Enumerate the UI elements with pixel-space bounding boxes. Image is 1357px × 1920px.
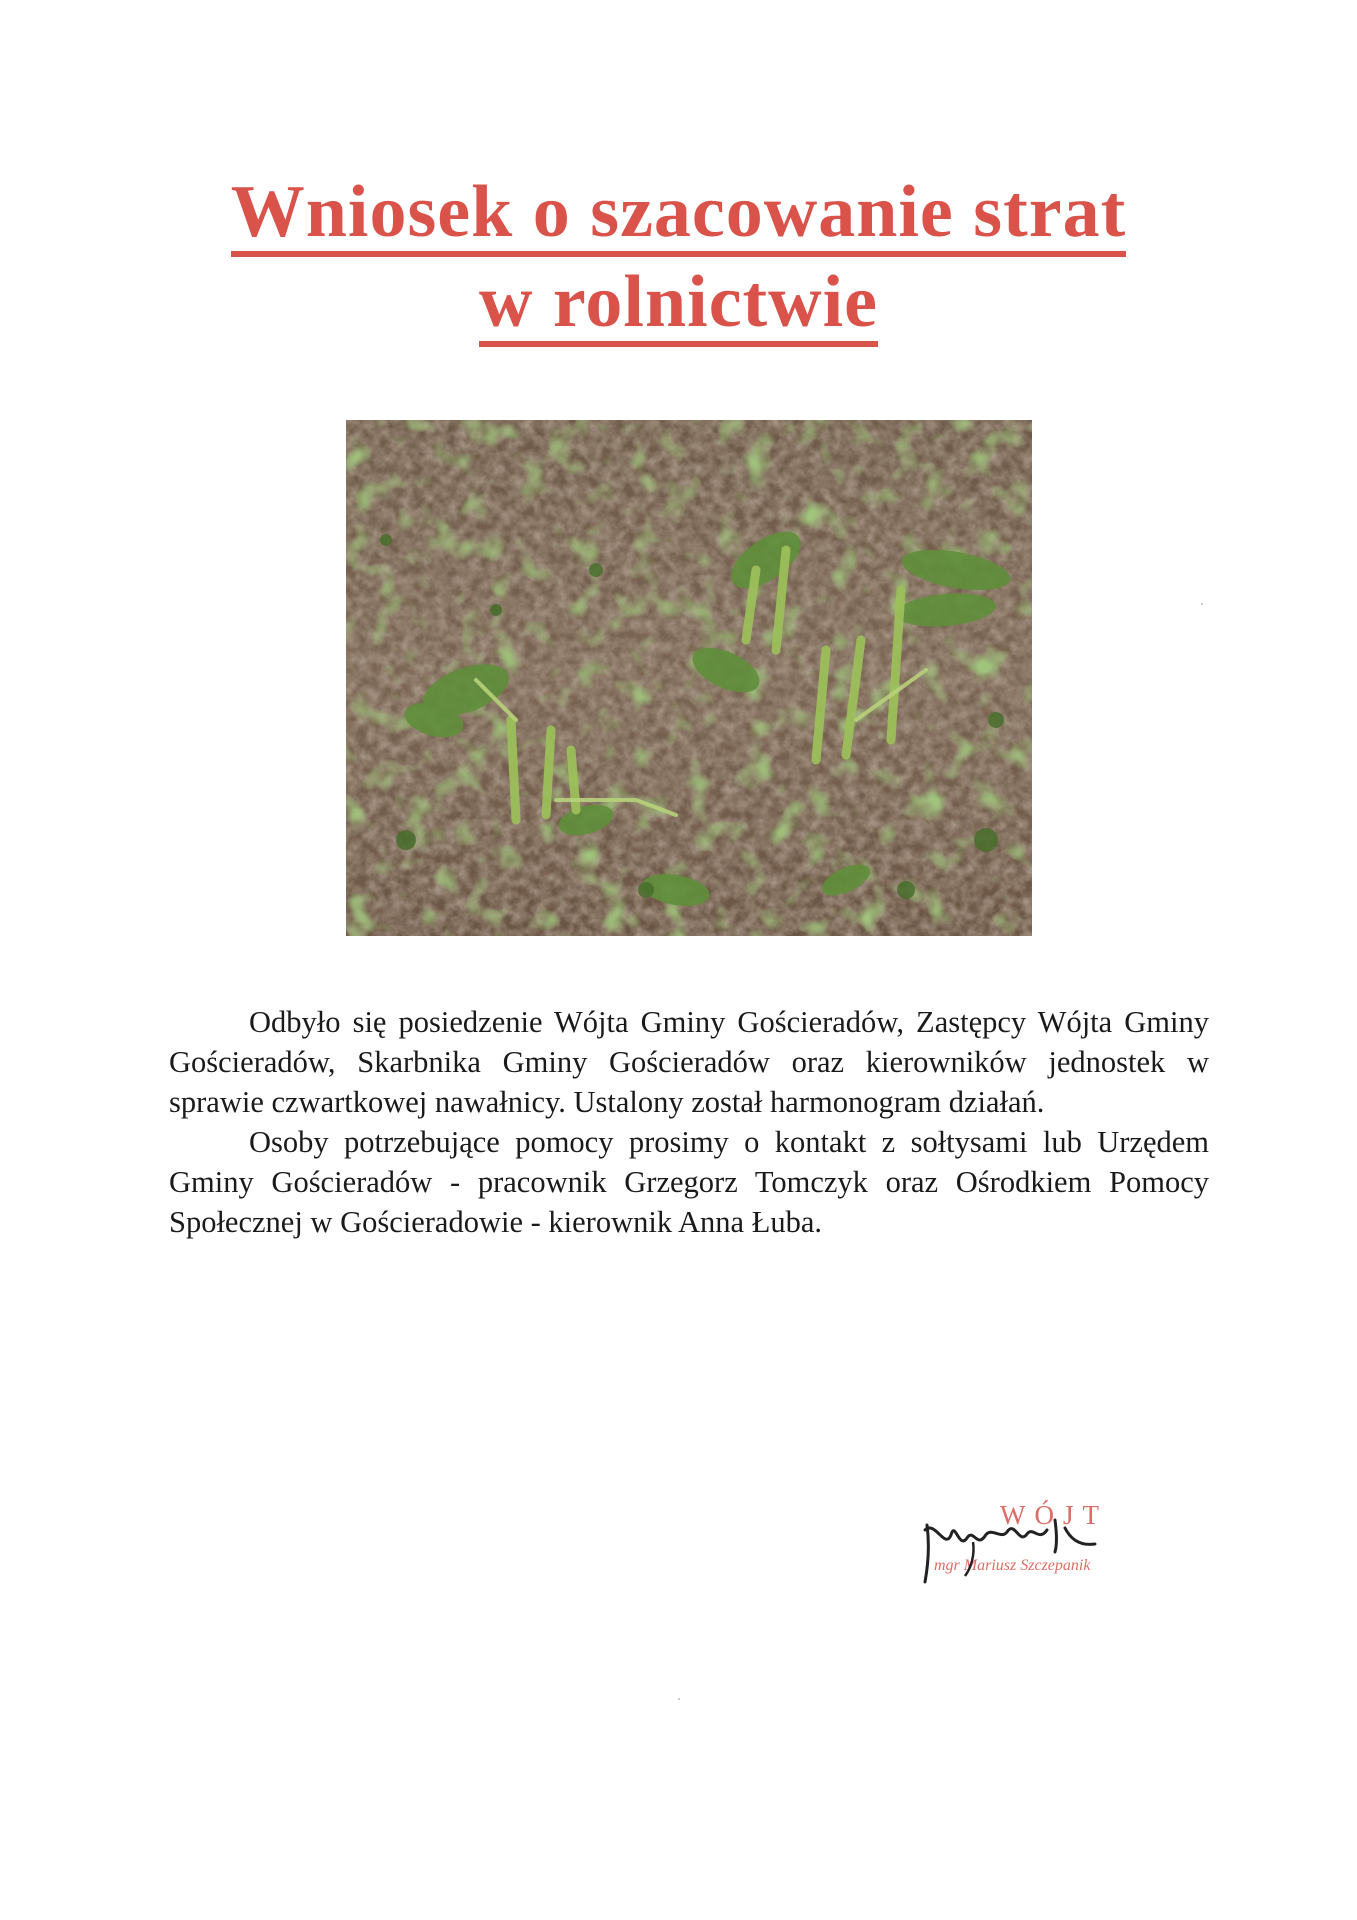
paragraph-1: Odbyło się posiedzenie Wójta Gminy Gościeradów, Zastępcy Wójta Gminy Gościeradów, Skarbnika Gminy Gościeradów oraz kierowników jednostek w sprawie czwartkowej nawałnicy. Ustalony został harmonogram działań. — [169, 1005, 1209, 1119]
handwritten-signature — [915, 1490, 1155, 1590]
damaged-crop-photo — [346, 420, 1032, 936]
scan-speck — [1201, 603, 1203, 605]
stamp-name: mgr Mariusz Szczepanik — [934, 1557, 1091, 1574]
document-title-line-2: w rolnictwie — [0, 265, 1357, 347]
paragraph-2: Osoby potrzebujące pomocy prosimy o kontakt z sołtysami lub Urzędem Gminy Gościeradów - pracownik Grzegorz Tomczyk oraz Ośrodkiem Pomocy Społecznej w Gościeradowie - kierownik Anna Łuba. — [169, 1125, 1209, 1239]
document-body — [169, 1002, 1209, 1242]
scan-speck — [678, 1698, 680, 1700]
document-title-line-1: Wniosek o szacowanie strat — [0, 175, 1357, 257]
stamp-title: WÓJT — [1000, 1500, 1108, 1530]
